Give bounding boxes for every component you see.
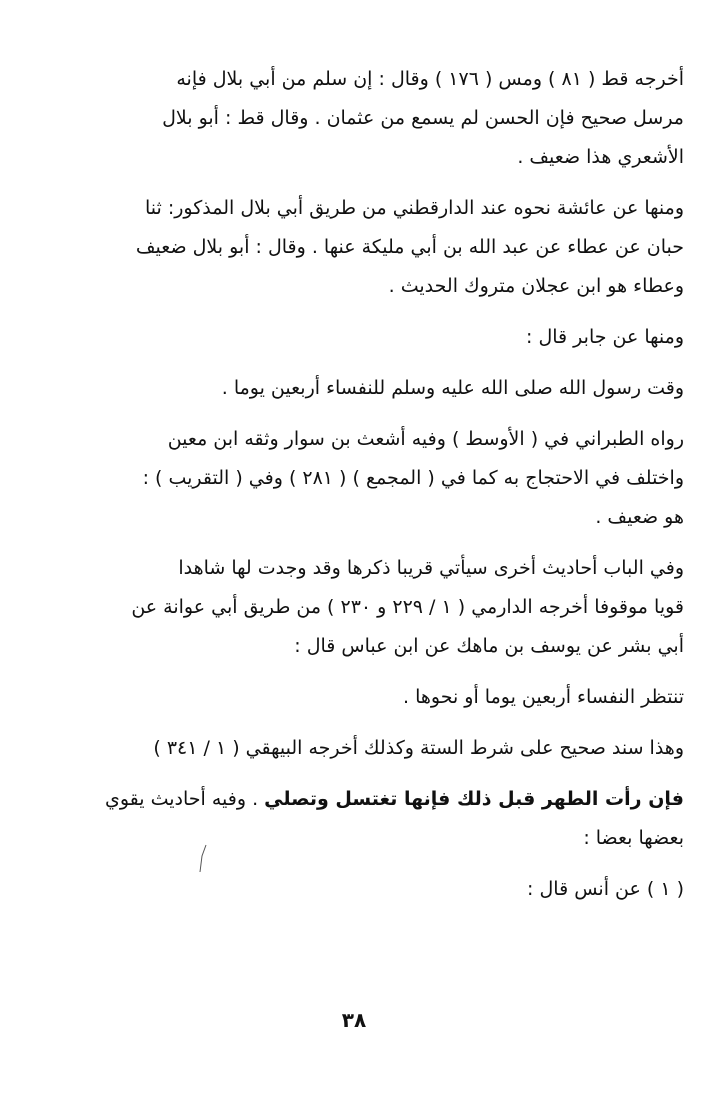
text-line: ومنها عن جابر قال : — [526, 326, 684, 348]
text-line: تنتظر النفساء أربعين يوما أو نحوها . — [403, 686, 684, 708]
paragraph-3 — [24, 318, 684, 357]
text-line: وفي الباب أحاديث أخرى سيأتي قريبا ذكرها وقد وجدت لها شاهدا — [178, 557, 684, 579]
hadith-quote-2 — [24, 678, 684, 717]
text-line: وعطاء هو ابن عجلان متروك الحديث . — [388, 275, 684, 297]
paragraph-10 — [24, 870, 684, 909]
paragraph-1 — [24, 60, 684, 177]
scan-mark — [199, 844, 207, 874]
bold-heading-text: فإن رأت الطهر قبل ذلك فإنها تغتسل وتصلي — [264, 788, 684, 810]
paragraph-5 — [24, 420, 684, 537]
page-number: ٣٨ — [341, 1008, 367, 1032]
text-line: هو ضعيف . — [595, 506, 684, 528]
paragraph-2 — [24, 189, 684, 306]
hadith-quote-1 — [24, 369, 684, 408]
text-line: ( ١ ) عن أنس قال : — [527, 878, 684, 900]
paragraph-6 — [24, 549, 684, 666]
text-line: قويا موقوفا أخرجه الدارمي ( ١ / ٢٢٩ و ٢٣٠ ) من طريق أبي عوانة عن — [131, 596, 684, 618]
paragraph-9 — [24, 780, 684, 858]
text-continuation: . وفيه أحاديث يقوي — [104, 788, 265, 810]
text-line: أخرجه قط ( ٨١ ) ومس ( ١٧٦ ) وقال : إن سلم من أبي بلال فإنه — [176, 68, 684, 90]
text-line: واختلف في الاحتجاج به كما في ( المجمع ) ( ٢٨١ ) وفي ( التقريب ) : — [142, 467, 684, 489]
text-line: مرسل صحيح فإن الحسن لم يسمع من عثمان . وقال قط : أبو بلال — [162, 107, 684, 129]
page-body — [24, 60, 684, 921]
text-line — [24, 780, 684, 819]
text-line: بعضها بعضا : — [583, 827, 684, 849]
text-line: الأشعري هذا ضعيف . — [517, 146, 684, 168]
text-line: ومنها عن عائشة نحوه عند الدارقطني من طريق أبي بلال المذكور: ثنا — [144, 197, 684, 219]
text-line: وهذا سند صحيح على شرط الستة وكذلك أخرجه البيهقي ( ١ / ٣٤١ ) — [153, 737, 684, 759]
paragraph-8 — [24, 729, 684, 768]
text-line: أبي بشر عن يوسف بن ماهك عن ابن عباس قال : — [294, 635, 684, 657]
text-line: حبان عن عطاء عن عبد الله بن أبي مليكة عنها . وقال : أبو بلال ضعيف — [135, 236, 684, 258]
text-line: رواه الطبراني في ( الأوسط ) وفيه أشعث بن سوار وثقه ابن معين — [167, 428, 684, 450]
text-line: وقت رسول الله صلى الله عليه وسلم للنفساء أربعين يوما . — [221, 377, 684, 399]
